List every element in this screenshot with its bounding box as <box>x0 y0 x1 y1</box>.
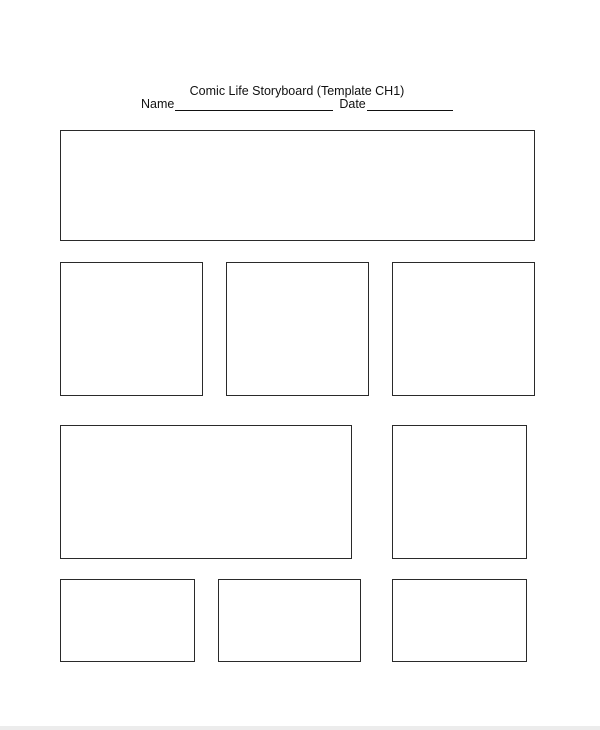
storyboard-panel-7 <box>60 579 195 662</box>
storyboard-panel-8 <box>218 579 361 662</box>
storyboard-panel-5 <box>60 425 352 559</box>
storyboard-panel-2 <box>60 262 203 396</box>
page-title: Comic Life Storyboard (Template CH1) <box>189 84 405 98</box>
storyboard-panel-6 <box>392 425 527 559</box>
name-label: Name <box>141 97 175 111</box>
name-field-line <box>175 98 333 111</box>
storyboard-panel-9 <box>392 579 527 662</box>
storyboard-panel-4 <box>392 262 535 396</box>
storyboard-panel-1 <box>60 130 535 241</box>
page-edge <box>0 726 600 730</box>
storyboard-panel-3 <box>226 262 369 396</box>
date-label: Date <box>339 97 366 111</box>
date-field-line <box>367 98 453 111</box>
name-date-line <box>141 97 453 113</box>
